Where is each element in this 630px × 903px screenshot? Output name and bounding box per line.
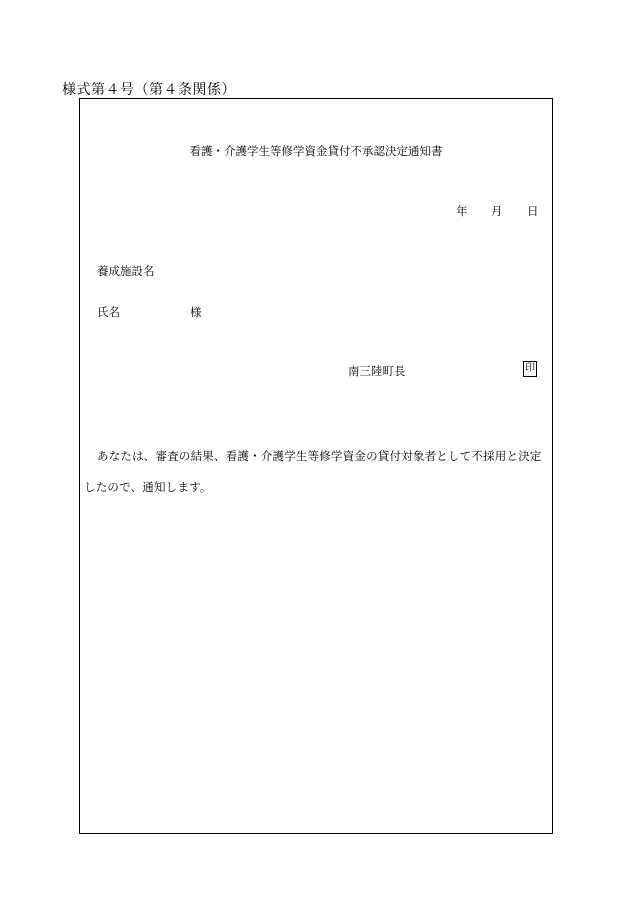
recipient-name-label: 氏名 <box>97 305 120 319</box>
body-text-line-2: したので、通知します。 <box>84 480 212 494</box>
document-frame <box>79 98 553 834</box>
honorific-label: 様 <box>190 305 202 319</box>
date-year-label: 年 <box>456 204 468 218</box>
seal-mark: 印 <box>523 361 537 377</box>
form-number-label: 様式第４号（第４条関係） <box>62 82 236 98</box>
issuer-label: 南三陸町長 <box>348 364 406 378</box>
document-title: 看護・介護学生等修学資金貸付不承認決定通知書 <box>189 144 443 158</box>
body-text-line-1: あなたは、審査の結果、看護・介護学生等修学資金の貸付対象者として不採用と決定 <box>97 449 542 463</box>
date-month-label: 月 <box>491 204 503 218</box>
facility-name-label: 養成施設名 <box>97 264 155 278</box>
date-day-label: 日 <box>527 204 539 218</box>
